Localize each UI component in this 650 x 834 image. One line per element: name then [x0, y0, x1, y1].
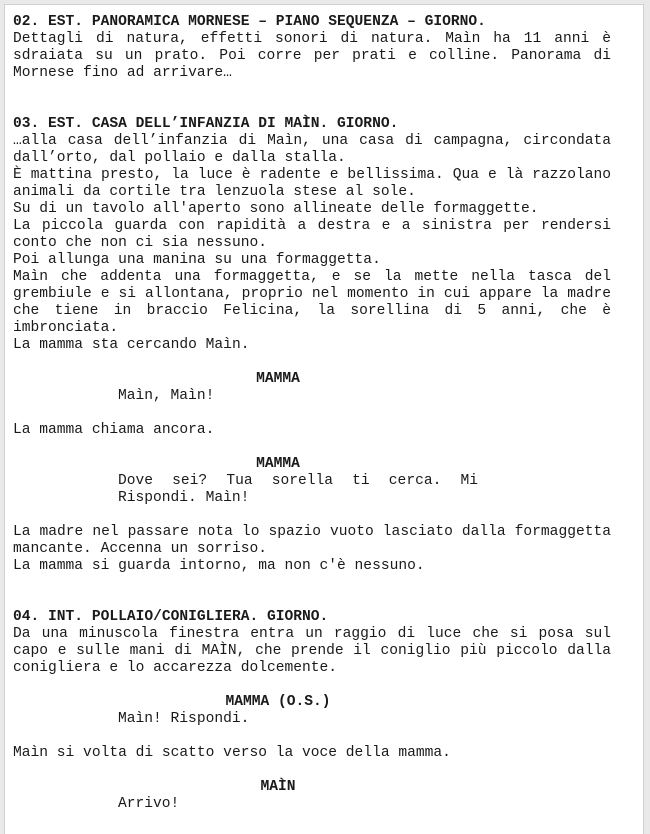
character-name: MAÌN	[260, 779, 296, 795]
character-name: MAMMA	[256, 371, 300, 387]
spacer	[13, 405, 611, 422]
scene-03-action-line: Poi allunga una manina su una formaggetta.	[13, 252, 381, 268]
dialogue-line: Maìn! Rispondi.	[118, 711, 250, 727]
scene-03-action-line: La mamma sta cercando Maìn.	[13, 337, 250, 353]
scene-heading-03: 03. EST. CASA DELL’INFANZIA DI MAÌN. GIORNO.	[13, 116, 399, 132]
spacer	[13, 728, 611, 745]
scene-heading-04: 04. INT. POLLAIO/CONIGLIERA. GIORNO.	[13, 609, 329, 625]
scene-02-action: Dettagli di natura, effetti sonori di natura. Maìn ha 11 anni è sdraiata su un prato. Poi corre per prati e colline. Panorama di Mornese fino ad arrivare…	[13, 31, 611, 81]
scene-03-action-line: La madre nel passare nota lo spazio vuoto lasciato dalla formaggetta mancante. Accenna un sorriso.	[13, 524, 611, 557]
dialogue-line: Maìn, Maìn!	[118, 388, 215, 404]
scene-heading-02: 02. EST. PANORAMICA MORNESE – PIANO SEQUENZA – GIORNO.	[13, 14, 486, 30]
script-page	[4, 4, 644, 834]
character-name: MAMMA	[256, 456, 300, 472]
scene-03-action-line: La mamma chiama ancora.	[13, 422, 215, 438]
scene-03-action-line: Maìn che addenta una formaggetta, e se la mette nella tasca del grembiule e si allontana, proprio nel momento in cui appare la madre che tiene in braccio Felicina, la sorellina di 5 anni, che è imbronciata.	[13, 269, 611, 336]
dialogue-line: Arrivo!	[118, 796, 180, 812]
scene-spacer	[13, 82, 611, 116]
scene-03-action-line: Su di un tavolo all'aperto sono allineate delle formaggette.	[13, 201, 539, 217]
scene-03-action-line: La piccola guarda con rapidità a destra e a sinistra per rendersi conto che non ci sia nessuno.	[13, 218, 611, 251]
spacer	[13, 439, 611, 456]
spacer	[13, 762, 611, 779]
scene-03-action-line: È mattina presto, la luce è radente e bellissima. Qua e là razzolano animali da cortile tra lenzuola stese al sole.	[13, 167, 611, 200]
scene-03-action-line: …alla casa dell’infanzia di Maìn, una casa di campagna, circondata dall’orto, dal pollaio e dalla stalla.	[13, 133, 611, 166]
scene-04-action: Da una minuscola finestra entra un raggio di luce che si posa sul capo e sulle mani di MAÌN, che prende il coniglio più piccolo dalla conigliera e lo accarezza dolcemente.	[13, 626, 611, 676]
spacer	[13, 507, 611, 524]
scene-04-action-line: Maìn si volta di scatto verso la voce della mamma.	[13, 745, 451, 761]
scene-spacer	[13, 575, 611, 609]
character-name: MAMMA (O.S.)	[225, 694, 331, 710]
spacer	[13, 677, 611, 694]
scene-03-action-line: La mamma si guarda intorno, ma non c'è nessuno.	[13, 558, 425, 574]
dialogue-line: Dove sei? Tua sorella ti cerca. Mi Rispondi. Maìn!	[118, 473, 478, 506]
script-content	[13, 14, 611, 813]
spacer	[13, 354, 611, 371]
